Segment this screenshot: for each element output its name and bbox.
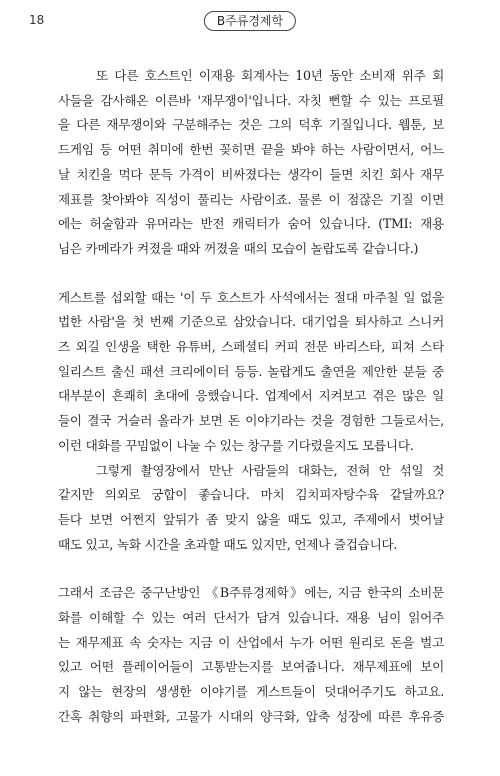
- text-line: 지 않는 현장의 생생한 이야기를 게스트들이 덧대어주기도 하고요.: [58, 684, 444, 700]
- text-line: 는 재무제표 속 숫자는 지금 이 산업에서 누가 어떤 원리로 돈을 벌고: [58, 634, 444, 650]
- text-line: 같지만 의외로 궁합이 좋습니다. 마치 김치피자탕수육 같달까요?: [58, 487, 444, 503]
- paragraph: [58, 64, 444, 262]
- text-line: 들이 결국 거슬러 올라가 보면 돈 이야기라는 것을 경험한 그들로서는,: [58, 413, 444, 429]
- paragraph: [58, 286, 444, 459]
- text-line: 이런 대화를 꾸밈없이 나눌 수 있는 창구를 기다렸을지도 모릅니다.: [58, 437, 414, 453]
- running-title: B주류경제학: [204, 11, 296, 31]
- page-number: 18: [29, 13, 45, 27]
- text-line: 일리스트 출신 패션 크리에이터 등등. 놀랍게도 출연을 제안한 분들 중: [58, 363, 444, 379]
- text-line: 에는 허술함과 유머라는 반전 캐릭터가 숨어 있습니다. (TMI: 재용: [58, 216, 444, 232]
- text-line: 그래서 조금은 중구난방인 《B주류경제학》에는, 지금 한국의 소비문: [58, 585, 444, 601]
- text-line: 드게임 등 어떤 취미에 한번 꽂히면 끝을 봐야 하는 사람이면서, 어느: [58, 142, 444, 158]
- paragraph: [58, 581, 444, 729]
- text-line: 때도 있고, 녹화 시간을 초과할 때도 있지만, 언제나 즐겁습니다.: [58, 536, 398, 552]
- text-line: 간혹 취향의 파편화, 고물가 시대의 양극화, 압축 성장에 따른 후유증: [58, 708, 444, 724]
- text-line: 화를 이해할 수 있는 여러 단서가 담겨 있습니다. 재용 님이 읽어주: [58, 610, 444, 626]
- text-line: 을 다른 재무쟁이와 구분해주는 것은 그의 덕후 기질입니다. 웹툰, 보: [58, 117, 444, 133]
- text-line: 있고 어떤 플레이어들이 고통받는지를 보여줍니다. 재무제표에 보이: [58, 659, 444, 675]
- text-line: 법한 사람'을 첫 번째 기준으로 삼았습니다. 대기업을 퇴사하고 스니커: [58, 314, 444, 330]
- text-line: 그렇게 촬영장에서 만난 사람들의 대화는, 전혀 안 섞일 것: [96, 462, 444, 478]
- text-line: 날 치킨을 먹다 문득 가격이 비싸졌다는 생각이 들면 치킨 회사 재무: [58, 166, 444, 182]
- text-line: 또 다른 호스트인 이재용 회계사는 10년 동안 소비재 위주 회: [96, 68, 444, 83]
- text-line: 즈 외길 인생을 택한 유튜버, 스페셜티 커피 전문 바리스타, 피쳐 스타: [58, 339, 444, 355]
- text-line: 듣다 보면 어쩐지 앞뒤가 좀 맞지 않을 때도 있고, 주제에서 벗어날: [58, 511, 444, 527]
- paragraph-gap: [58, 262, 444, 286]
- text-line: 대부분이 흔쾌히 초대에 응했습니다. 업계에서 지켜보고 겪은 많은 일: [58, 388, 444, 404]
- paragraph: [58, 459, 444, 558]
- text-line: 사들을 감사해온 이른바 '재무쟁이'입니다. 자칫 뻔할 수 있는 프로필: [58, 92, 444, 108]
- text-line: 제표를 찾아봐야 직성이 풀리는 사람이죠. 물론 이 점잖은 기질 이면: [58, 191, 444, 207]
- text-line: 게스트를 섭외할 때는 '이 두 호스트가 사석에서는 절대 마주칠 일 없을: [58, 289, 444, 305]
- body-text: [58, 64, 444, 730]
- paragraph-gap: [58, 557, 444, 581]
- text-line: 님은 카메라가 켜졌을 때와 꺼졌을 때의 모습이 놀랍도록 같습니다.): [58, 240, 419, 256]
